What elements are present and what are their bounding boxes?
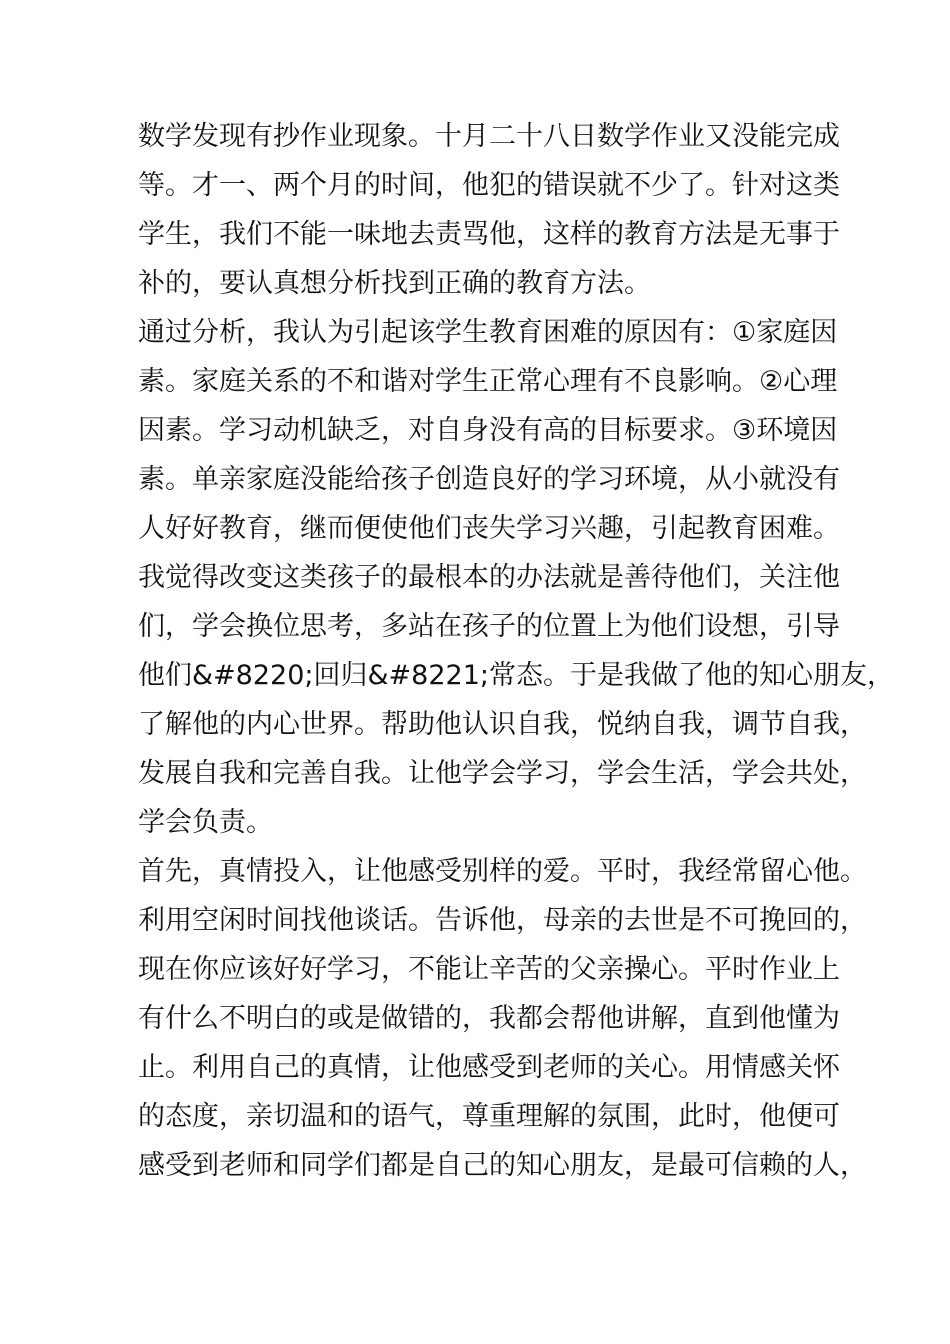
text-line: 的态度，亲切温和的语气，尊重理解的氛围，此时，他便可 [138,1101,840,1132]
text-line: 学生，我们不能一味地去责骂他，这样的教育方法是无事于 [138,219,840,250]
text-line: 因素。学习动机缺乏，对自身没有高的目标要求。③环境因 [138,415,838,446]
text-line: 学会负责。 [138,807,273,838]
text-line: 通过分析，我认为引起该学生教育困难的原因有：①家庭因 [138,317,838,348]
text-line: 等。才一、两个月的时间，他犯的错误就不少了。针对这类 [138,170,840,201]
text-line: 利用空闲时间找他谈话。告诉他，母亲的去世是不可挽回的， [138,905,867,936]
text-line: 首先，真情投入，让他感受别样的爱。平时，我经常留心他。 [138,856,867,887]
text-line: 了解他的内心世界。帮助他认识自我，悦纳自我，调节自我， [138,709,867,740]
document-body [138,112,894,1190]
text-line: 数学发现有抄作业现象。十月二十八日数学作业又没能完成 [138,121,840,152]
text-line: 我觉得改变这类孩子的最根本的办法就是善待他们，关注他 [138,562,840,593]
text-line: 素。单亲家庭没能给孩子创造良好的学习环境，从小就没有 [138,464,840,495]
text-line: 他们&#8220;回归&#8221;常态。于是我做了他的知心朋友， [138,660,894,691]
text-line: 人好好教育，继而便使他们丧失学习兴趣，引起教育困难。 [138,513,840,544]
text-line: 现在你应该好好学习，不能让辛苦的父亲操心。平时作业上 [138,954,840,985]
text-line: 补的，要认真想分析找到正确的教育方法。 [138,268,651,299]
text-line: 有什么不明白的或是做错的，我都会帮他讲解，直到他懂为 [138,1003,840,1034]
text-line: 止。利用自己的真情，让他感受到老师的关心。用情感关怀 [138,1052,840,1083]
text-line: 发展自我和完善自我。让他学会学习，学会生活，学会共处， [138,758,867,789]
text-line: 素。家庭关系的不和谐对学生正常心理有不良影响。②心理 [138,366,838,397]
text-line: 们，学会换位思考，多站在孩子的位置上为他们设想，引导 [138,611,840,642]
text-line: 感受到老师和同学们都是自己的知心朋友，是最可信赖的人， [138,1150,867,1181]
